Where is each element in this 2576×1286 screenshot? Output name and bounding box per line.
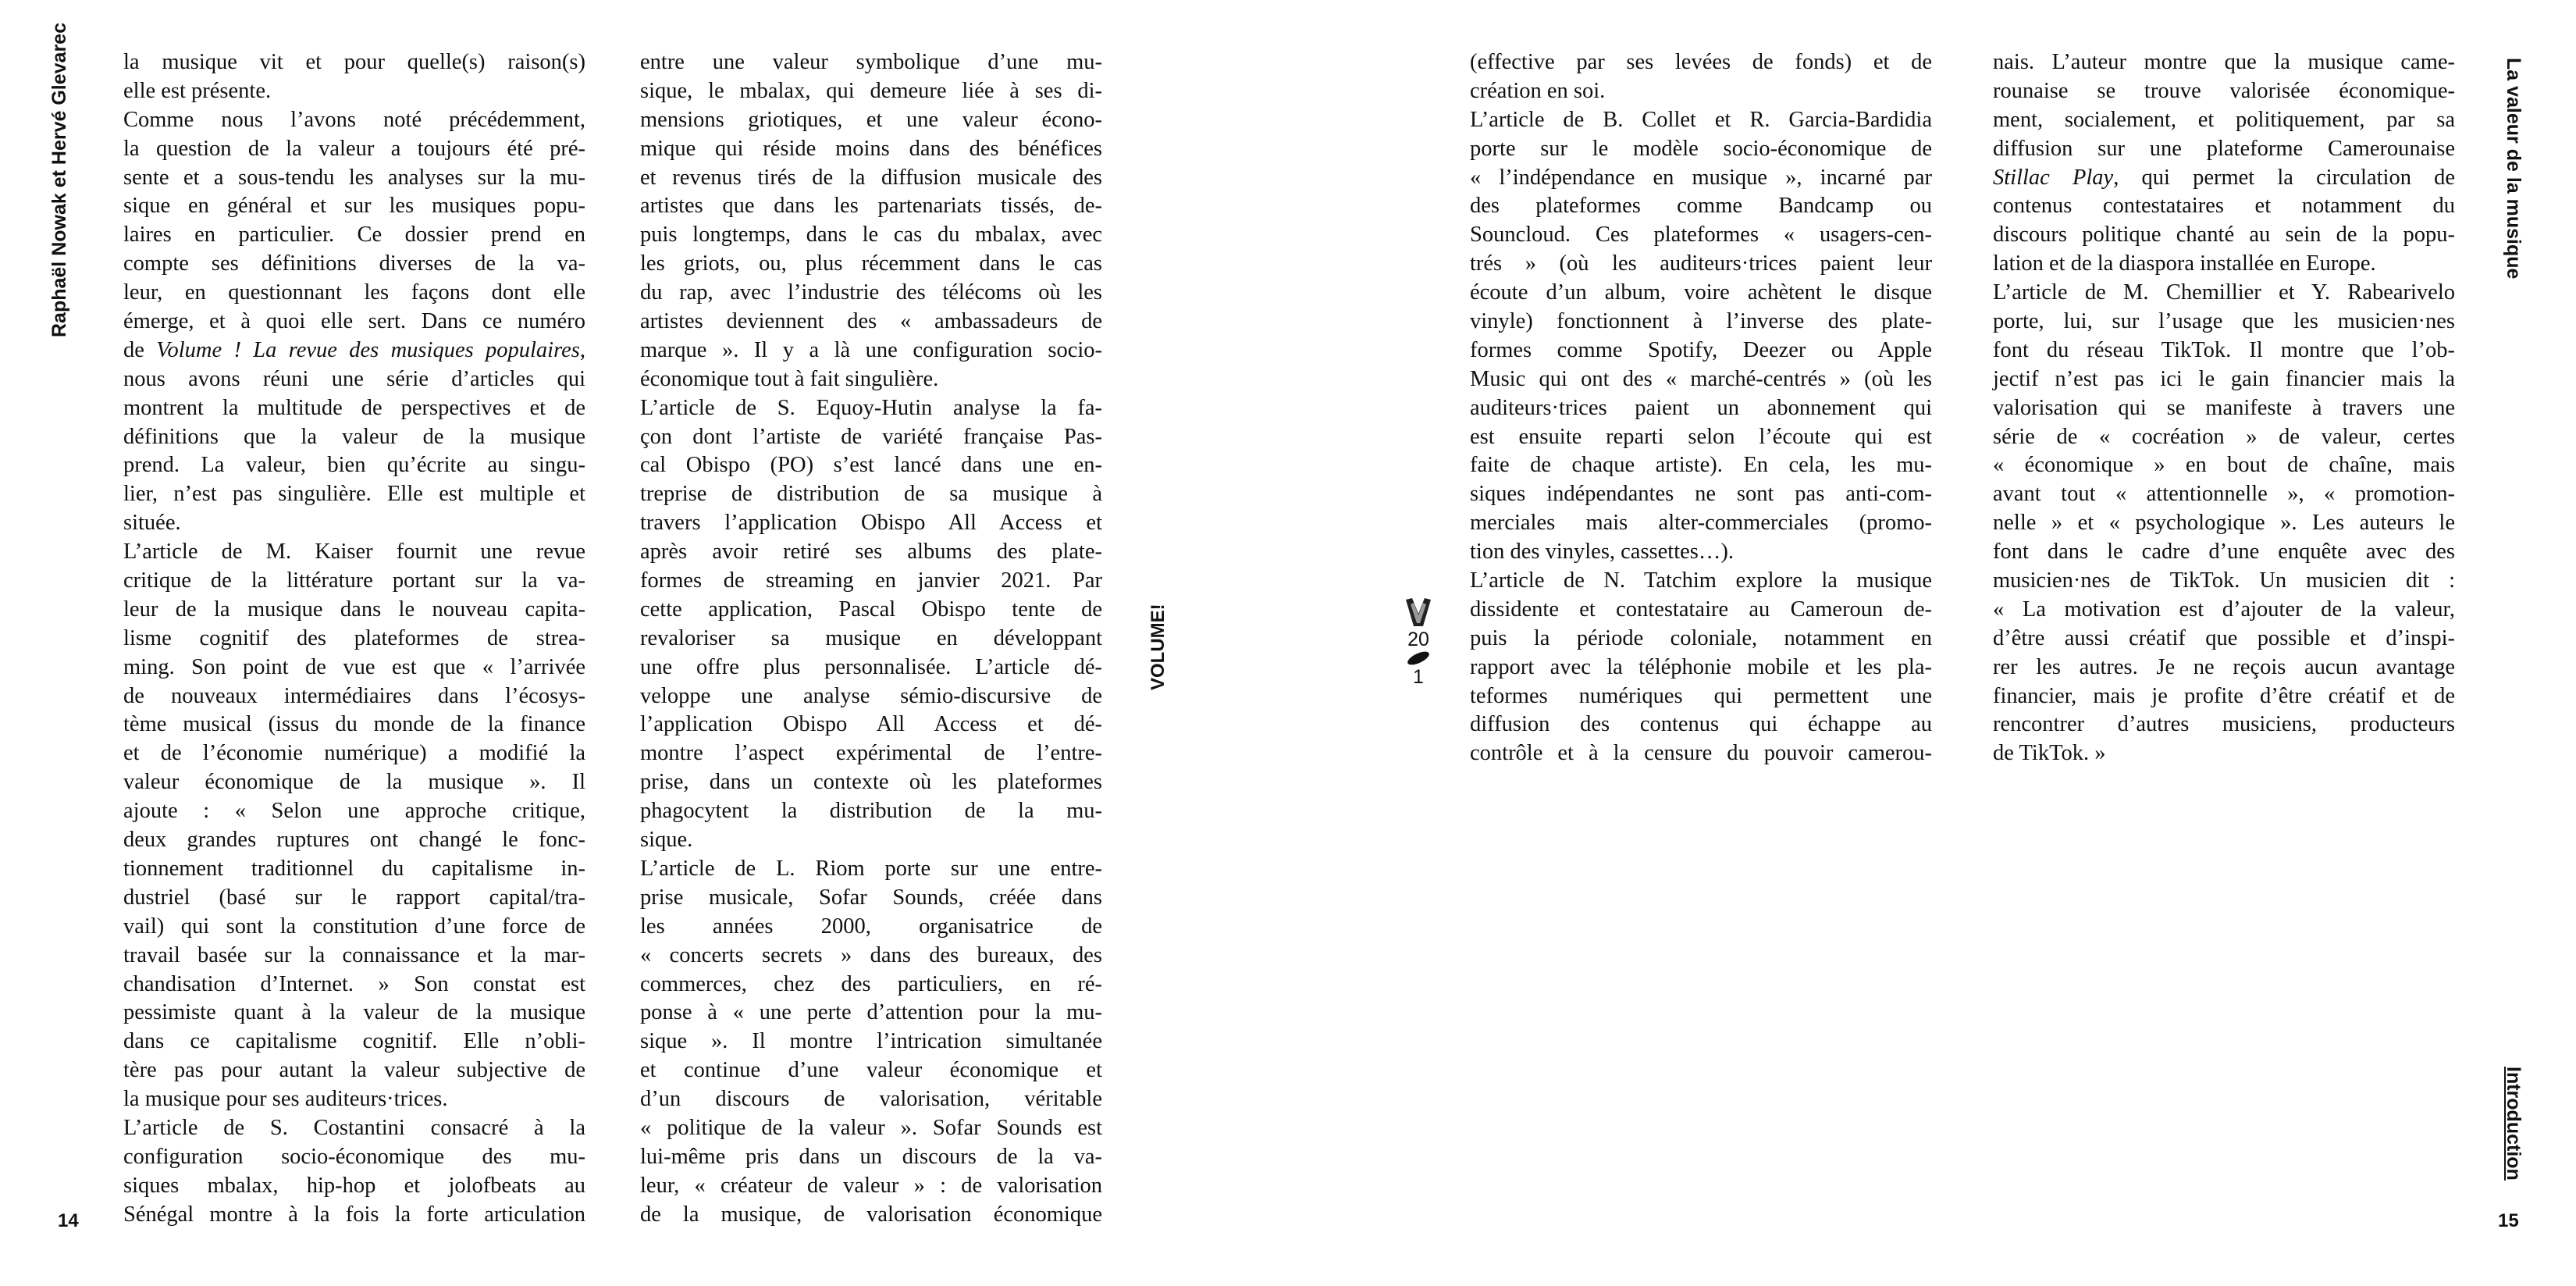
text-line: montre l’aspect expérimental de l’entre-: [640, 741, 1102, 766]
text-line: dissidente et contestataire au Cameroun de-: [1470, 597, 1932, 622]
text-line: mensions griotiques, et une valeur écono-: [640, 107, 1102, 132]
text-line: « La motivation est d’ajouter de la valeur,: [1993, 597, 2455, 622]
text-line: nelle » et « psychologique ». Les auteurs le: [1993, 511, 2455, 536]
text-line: laires en particulier. Ce dossier prend en: [123, 223, 585, 248]
text-line: chandisation d’Internet. » Son constat est: [123, 971, 585, 996]
text-line: ajoute : « Selon une approche critique,: [123, 799, 585, 824]
text-line: valorisation qui se manifeste à travers une: [1993, 395, 2455, 420]
text-line: puis longtemps, dans le cas du mbalax, avec: [640, 223, 1102, 248]
text-line: leur, en questionnant les façons dont elle: [123, 280, 585, 305]
text-line: Music qui ont des « marché-centrés » (où les: [1470, 366, 1932, 391]
text-line: formes de streaming en janvier 2021. Par: [640, 568, 1102, 593]
text-line: Comme nous l’avons noté précédemment,: [123, 107, 585, 132]
text-line: travers l’application Obispo All Access et: [640, 511, 1102, 536]
text-line: une offre plus personnalisée. L’article dé-: [640, 654, 1102, 679]
text-line: [123, 337, 585, 365]
text-line: et de l’économie numérique) a modifié la: [123, 741, 585, 766]
text-line: dans ce capitalisme cognitif. Elle n’obli-: [123, 1029, 585, 1054]
text-line: avant tout « attentionnelle », « promotion-: [1993, 482, 2455, 507]
text-line: dustriel (basé sur le rapport capital/tra-: [123, 885, 585, 910]
text-line: ming. Son point de vue est que « l’arrivée: [123, 654, 585, 679]
text-line: entre une valeur symbolique d’une mu-: [640, 50, 1102, 74]
text-column-2: [640, 48, 1102, 1230]
text-line: marque ». Il y a là une configuration socio-: [640, 337, 1102, 362]
text-line: rapport avec la téléphonie mobile et les pla-: [1470, 654, 1932, 679]
text-line: ponse à « une perte d’attention pour la mu-: [640, 1000, 1102, 1025]
text-line: vail) qui sont la constitution d’une force de: [123, 914, 585, 939]
text-line: elle est présente.: [123, 78, 272, 103]
text-line: après avoir retiré ses albums des plate-: [640, 540, 1102, 565]
text-line: discours politique chanté au sein de la popu-: [1993, 223, 2455, 248]
italic-title: Stillac Play: [1993, 165, 2114, 190]
text-line: sente et a sous-tendu les analyses sur la mu-: [123, 165, 585, 190]
text-line: mique qui réside moins dans des bénéfices: [640, 136, 1102, 161]
text-line: la question de la valeur a toujours été pré-: [123, 136, 585, 161]
text-line: d’être aussi créatif que possible et d’inspi-: [1993, 625, 2455, 650]
text-line: des plateformes comme Bandcamp ou: [1470, 194, 1932, 219]
text-line: tionnement traditionnel du capitalisme in-: [123, 856, 585, 881]
text-line: cal Obispo (PO) s’est lancé dans une en-: [640, 453, 1102, 478]
text-line: les griots, ou, plus récemment dans le cas: [640, 251, 1102, 276]
text-line: artistes que dans les partenariats tissés, de-: [640, 194, 1102, 219]
text-line: font dans le cadre d’une enquête avec des: [1993, 540, 2455, 565]
text-line: l’application Obispo All Access et dé-: [640, 712, 1102, 737]
text-line: critique de la littérature portant sur la va-: [123, 568, 585, 593]
text-line: travail basée sur la connaissance et la mar-: [123, 942, 585, 967]
text-line: cette application, Pascal Obispo tente de: [640, 597, 1102, 622]
text-line: sique ». Il montre l’intrication simultanée: [640, 1029, 1102, 1054]
text-line: montrent la multitude de perspectives et de: [123, 395, 585, 420]
text-line: formes comme Spotify, Deezer ou Apple: [1470, 337, 1932, 362]
text-line: sique en général et sur les musiques popu-: [123, 194, 585, 219]
text-line: musicien·nes de TikTok. Un musicien dit :: [1993, 568, 2455, 593]
text-line: « concerts secrets » dans des bureaux, des: [640, 942, 1102, 967]
leaf-separator-icon: [1405, 651, 1432, 665]
text-line: et continue d’une valeur économique et: [640, 1058, 1102, 1083]
text-line: ment, socialement, et politiquement, par sa: [1993, 107, 2455, 132]
text-line: L’article de L. Riom porte sur une entre-: [640, 856, 1102, 881]
text-line: (effective par ses levées de fonds) et de: [1470, 50, 1932, 74]
text-segment: de: [123, 337, 157, 362]
text-line: contenus contestataires et notamment du: [1993, 194, 2455, 219]
page-number-right: 15: [2498, 1210, 2519, 1231]
text-line: pessimiste quant à la valeur de la musique: [123, 1000, 585, 1025]
text-line: est ensuite reparti selon l’écoute qui est: [1470, 424, 1932, 449]
text-line: porte, lui, sur l’usage que les musicien·nes: [1993, 309, 2455, 334]
text-line: configuration socio-économique des mu-: [123, 1144, 585, 1169]
text-line: « l’indépendance en musique », incarné par: [1470, 165, 1932, 190]
text-line: faite de chaque artiste). En cela, les mu-: [1470, 453, 1932, 478]
text-line: deux grandes ruptures ont changé le fonc-: [123, 828, 585, 853]
text-line: teformes numériques qui permettent une: [1470, 683, 1932, 708]
text-line: et revenus tirés de la diffusion musicale des: [640, 165, 1102, 190]
text-line: sique, le mbalax, qui demeure liée à ses di-: [640, 78, 1102, 103]
text-line: lation et de la diaspora installée en Europe.: [1993, 251, 2376, 276]
text-line: sique.: [640, 828, 693, 853]
text-line: L’article de B. Collet et R. Garcia-Bardidia: [1470, 107, 1932, 132]
text-line: merciales mais alter-commerciales (promo-: [1470, 511, 1932, 536]
text-line: tère pas pour autant la valeur subjective de: [123, 1058, 585, 1083]
text-column-3: [1470, 48, 1932, 768]
text-line: L’article de M. Chemillier et Y. Rabearivelo: [1993, 280, 2455, 305]
text-line: Sénégal montre à la fois la forte articulation: [123, 1202, 585, 1227]
text-line: émerge, et à quoi elle sert. Dans ce numéro: [123, 309, 585, 334]
text-line: diffusion des contenus qui échappe au: [1470, 712, 1932, 737]
text-line: « économique » en bout de chaîne, mais: [1993, 453, 2455, 478]
text-line: économique tout à fait singulière.: [640, 366, 939, 391]
text-line: lui-même pris dans un discours de la va-: [640, 1144, 1102, 1169]
text-line: siques indépendantes ne sont pas anti-com-: [1470, 482, 1932, 507]
italic-title: Volume ! La revue des musiques populaires: [156, 337, 580, 362]
text-line: siques mbalax, hip-hop et jolofbeats au: [123, 1173, 585, 1198]
text-line: écoute d’un album, voire achètent le disque: [1470, 280, 1932, 305]
author-running-head: Raphaël Nowak et Hervé Glevarec: [48, 23, 70, 337]
text-line: phagocytent la distribution de la mu-: [640, 799, 1102, 824]
text-line: du rap, avec l’industrie des télécoms où les: [640, 280, 1102, 305]
text-line: rer les autres. Je ne reçois aucun avantage: [1993, 654, 2455, 679]
volume-logo-icon: [1403, 597, 1434, 628]
text-line: les années 2000, organisatrice de: [640, 914, 1102, 939]
text-line: la musique pour ses auditeurs·trices.: [123, 1087, 448, 1112]
text-line: commerces, chez des particuliers, en ré-: [640, 971, 1102, 996]
text-line: artistes deviennent des « ambassadeurs de: [640, 309, 1102, 334]
text-line: la musique vit et pour quelle(s) raison(s): [123, 50, 585, 74]
text-column-1: [123, 48, 585, 1230]
page-number-left: 14: [58, 1210, 79, 1231]
text-line: nais. L’auteur montre que la musique came-: [1993, 50, 2455, 74]
text-column-4: [1993, 48, 2455, 768]
section-name: Introduction: [2503, 1067, 2524, 1181]
text-line: [1993, 164, 2455, 193]
text-segment: , qui permet la circulation de: [2113, 165, 2455, 190]
text-line: çon dont l’artiste de variété française Pas-: [640, 424, 1102, 449]
text-line: de la musique, de valorisation économique: [640, 1202, 1102, 1227]
issue-number: 1: [1413, 666, 1424, 688]
text-line: tion des vinyles, cassettes…).: [1470, 540, 1734, 565]
text-line: treprise de distribution de sa musique à: [640, 482, 1102, 507]
text-line: veloppe une analyse sémio-discursive de: [640, 683, 1102, 708]
text-line: leur, « créateur de valeur » : de valorisation: [640, 1173, 1102, 1198]
text-line: L’article de S. Equoy-Hutin analyse la fa-: [640, 395, 1102, 420]
text-line: rencontrer d’autres musiciens, producteurs: [1993, 712, 2455, 737]
text-line: jectif n’est pas ici le gain financier mais la: [1993, 366, 2455, 391]
text-line: financier, mais je profite d’être créatif et de: [1993, 683, 2455, 708]
text-line: série de « cocréation » de valeur, certes: [1993, 424, 2455, 449]
text-line: située.: [123, 511, 181, 536]
text-line: prise, dans un contexte où les plateformes: [640, 770, 1102, 795]
text-line: trés » (où les auditeurs·trices paient leur: [1470, 251, 1932, 276]
text-line: L’article de N. Tatchim explore la musique: [1470, 568, 1932, 593]
text-line: L’article de S. Costantini consacré à la: [123, 1115, 585, 1140]
text-line: prise musicale, Sofar Sounds, créée dans: [640, 885, 1102, 910]
text-line: puis la période coloniale, notamment en: [1470, 625, 1932, 650]
text-line: « politique de la valeur ». Sofar Sounds est: [640, 1115, 1102, 1140]
text-line: lier, n’est pas singulière. Elle est multiple et: [123, 482, 585, 507]
text-line: d’un discours de valorisation, véritable: [640, 1087, 1102, 1112]
text-line: compte ses définitions diverses de la va-: [123, 251, 585, 276]
text-line: revaloriser sa musique en développant: [640, 625, 1102, 650]
text-line: tème musical (issus du monde de la finance: [123, 712, 585, 737]
text-line: rounaise se trouve valorisée économique-: [1993, 78, 2455, 103]
journal-name: VOLUME!: [1147, 604, 1169, 690]
text-line: prend. La valeur, bien qu’écrite au singu-: [123, 453, 585, 478]
text-line: de TikTok. »: [1993, 741, 2106, 766]
text-line: diffusion sur une plateforme Camerounaise: [1993, 136, 2455, 161]
text-line: lisme cognitif des plateformes de strea-: [123, 625, 585, 650]
text-line: nous avons réuni une série d’articles qui: [123, 366, 585, 391]
issue-badge: [1400, 597, 1437, 689]
text-line: définitions que la valeur de la musique: [123, 424, 585, 449]
text-line: vinyle) fonctionnent à l’inverse des plate-: [1470, 309, 1932, 334]
running-title: La valeur de la musique: [2503, 58, 2524, 280]
text-line: font du réseau TikTok. Il montre que l’ob-: [1993, 337, 2455, 362]
issue-volume: 20: [1407, 629, 1429, 650]
text-line: valeur économique de la musique ». Il: [123, 770, 585, 795]
text-line: création en soi.: [1470, 78, 1606, 103]
text-line: contrôle et à la censure du pouvoir camerou-: [1470, 741, 1932, 766]
text-line: de nouveaux intermédiaires dans l’écosys-: [123, 683, 585, 708]
text-line: L’article de M. Kaiser fournit une revue: [123, 540, 585, 565]
text-line: Souncloud. Ces plateformes « usagers-cen-: [1470, 223, 1932, 248]
text-line: leur de la musique dans le nouveau capita-: [123, 597, 585, 622]
text-line: porte sur le modèle socio-économique de: [1470, 136, 1932, 161]
text-segment: ,: [579, 337, 585, 362]
text-line: auditeurs·trices paient un abonnement qui: [1470, 395, 1932, 420]
